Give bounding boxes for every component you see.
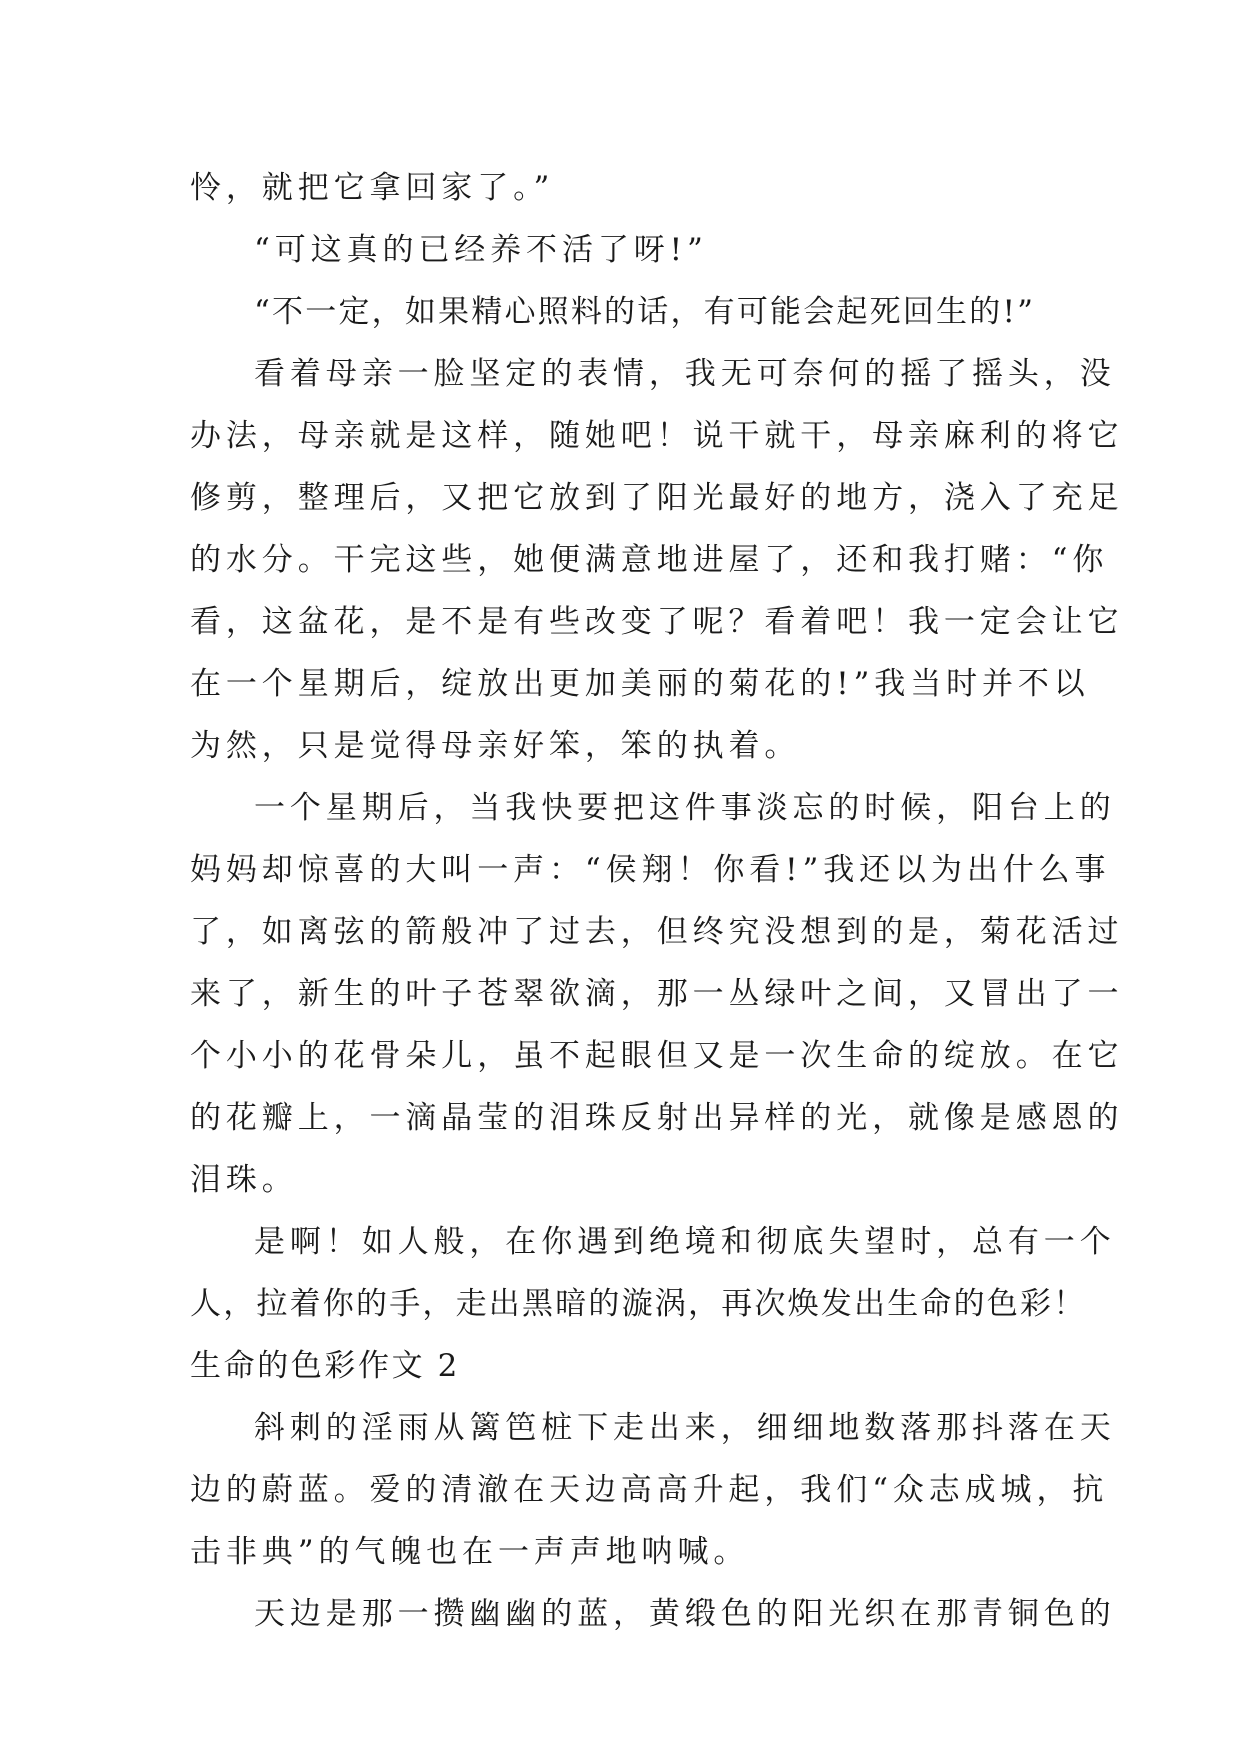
text-line: 修剪，整理后，又把它放到了阳光最好的地方，浇入了充足 [190,480,1124,516]
text-line: “可这真的已经养不活了呀!” [254,232,708,268]
text-line: 泪珠。 [190,1162,298,1198]
document-body [190,157,1124,1645]
text-line: 的水分。干完这些，她便满意地进屋了，还和我打赌：“你 [190,542,1109,578]
text-line: 来了，新生的叶子苍翠欲滴，那一丛绿叶之间，又冒出了一 [190,976,1124,1012]
text-line: “不一定，如果精心照料的话，有可能会起死回生的!” [254,294,1036,330]
text-line: 为然，只是觉得母亲好笨，笨的执着。 [190,728,801,764]
text-line: 看着母亲一脸坚定的表情，我无可奈何的摇了摇头，没 [254,356,1116,392]
text-line: 一个星期后，当我快要把这件事淡忘的时候，阳台上的 [254,790,1116,826]
text-line: 人，拉着你的手，走出黑暗的漩涡，再次焕发出生命的色彩！ [190,1286,1087,1322]
text-line: 天边是那一攒幽幽的蓝，黄缎色的阳光织在那青铜色的 [254,1596,1116,1632]
text-line: 了，如离弦的箭般冲了过去，但终究没想到的是，菊花活过 [190,914,1124,950]
text-line: 妈妈却惊喜的大叫一声：“侯翔！你看!”我还以为出什么事 [190,852,1111,888]
text-line: 击非典”的气魄也在一声声地呐喊。 [190,1534,750,1570]
text-line: 个小小的花骨朵儿，虽不起眼但又是一次生命的绽放。在它 [190,1038,1124,1074]
text-line: 斜刺的淫雨从篱笆桩下走出来，细细地数落那抖落在天 [254,1410,1116,1446]
text-line: 是啊！如人般，在你遇到绝境和彻底失望时，总有一个 [254,1224,1116,1260]
text-line: 在一个星期后，绽放出更加美丽的菊花的!”我当时并不以 [190,666,1090,702]
text-line: 看，这盆花，是不是有些改变了呢？看着吧！我一定会让它 [190,604,1124,640]
section-heading: 生命的色彩作文 2 [190,1348,460,1384]
text-line: 办法，母亲就是这样，随她吧！说干就干，母亲麻利的将它 [190,418,1124,454]
text-line: 边的蔚蓝。爱的清澈在天边高高升起，我们“众志成城，抗 [190,1472,1109,1508]
text-line: 的花瓣上，一滴晶莹的泪珠反射出异样的光，就像是感恩的 [190,1100,1124,1136]
text-line: 怜，就把它拿回家了。” [190,170,555,206]
